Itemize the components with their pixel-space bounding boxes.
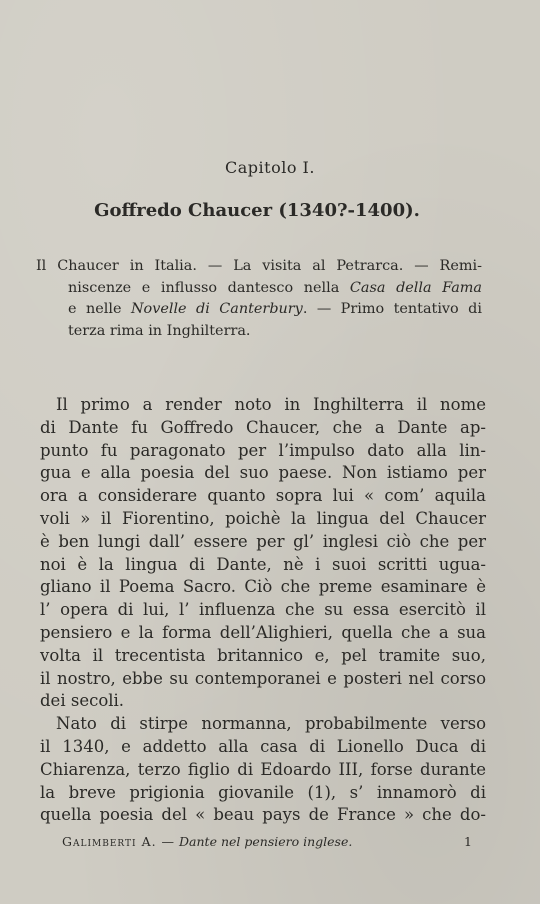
summary-text: niscenze e influsso dantesco nella [68,279,340,296]
body-line: punto fu paragonato per l’impulso dato alla lin- [40,440,486,460]
summary-line: terza rima in Inghilterra. [68,322,251,339]
body-line: il nostro, ebbe su contemporanei e posteri nel corso [40,668,486,688]
body-line: Nato di stirpe normanna, probabilmente verso [56,714,486,734]
body-line: Chiarenza, terzo figlio di Edoardo III, forse durante [40,759,486,779]
body-line: la breve prigionia giovanile (1), s’ innamorò di [40,782,486,802]
body-line: ora a considerare quanto sopra lui « com’ aquila [40,486,486,506]
chapter-summary [36,256,482,342]
work-title: Novelle di Canterbury [130,301,303,317]
body-line: voli » il Fiorentino, poichè la lingua del Chaucer [40,508,486,528]
body-line: di Dante fu Goffredo Chaucer, che a Dante ap- [40,417,486,437]
body-line: il 1340, e addetto alla casa di Lionello Duca di [40,736,486,756]
body-line: quella poesia del « beau pays de France » che do- [40,805,486,825]
body-line: pensiero e la forma dell’Alighieri, quella che a sua [40,622,486,642]
body-line: volta il trecentista britannico e, pel tramite suo, [40,645,486,665]
page-number: 1 [464,834,472,849]
summary-line: Il Chaucer in Italia. — La visita al Petrarca. — Remi- [36,258,482,274]
footer-book-title: Dante nel pensiero inglese. [179,834,353,849]
footer-running-title [62,834,352,849]
body-line: noi è la lingua di Dante, nè i suoi scritti ugua- [40,554,486,574]
summary-line [36,299,482,321]
body-line: è ben lungi dall’ essere per gl’ inglesi ciò che per [40,531,486,551]
body-line: l’ opera di lui, l’ influenza che su essa esercitò il [40,600,486,620]
chapter-label: Capitolo I. [225,158,315,177]
body-line: gua e alla poesia del suo paese. Non istiamo per [40,463,486,483]
summary-line [36,278,482,300]
body-text [40,394,486,827]
summary-text: . — Primo tentativo di [302,301,482,317]
footer-author: Galimberti A. — [62,834,176,849]
body-line: gliano il Poema Sacro. Ciò che preme esaminare è [40,577,486,597]
page-footer [62,834,472,849]
work-title: Casa della Fama [349,279,482,296]
body-line: dei secoli. [40,691,125,711]
summary-text: e nelle [68,301,122,317]
chapter-title: Goffredo Chaucer (1340?-1400). [94,200,420,221]
body-line: Il primo a render noto in Inghilterra il nome [56,395,486,414]
